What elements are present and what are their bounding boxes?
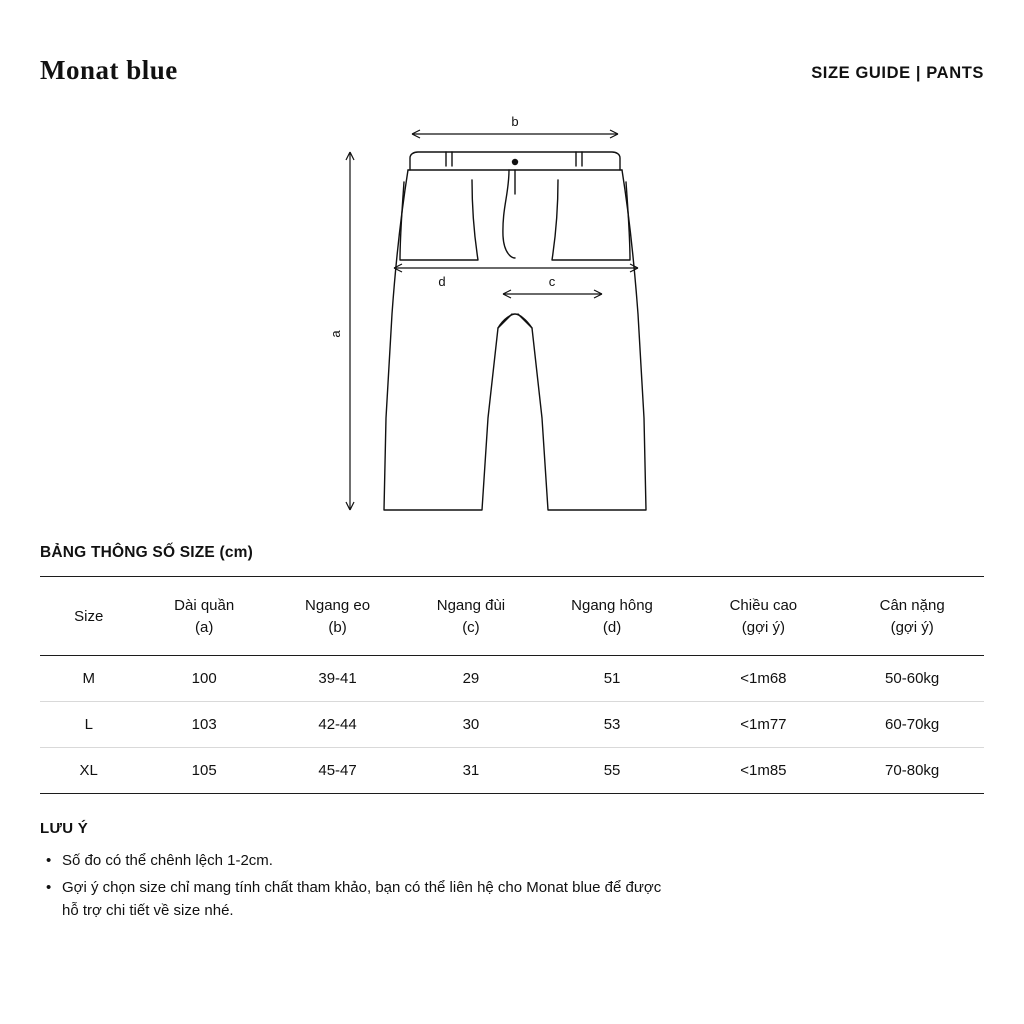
table-row [40,747,984,793]
table-bottom-rule [40,793,984,794]
table-row [40,655,984,701]
col-header-weight: Cân nặng (gợi ý) [879,597,945,636]
pants-illustration-svg [182,108,842,528]
col-header-size: Size [74,607,104,625]
cell-hip: 51 [538,655,687,701]
col-header-length: Dài quần (a) [174,597,235,636]
col-header-hip: Ngang hông (d) [571,597,653,636]
page-header [40,0,984,86]
list-item: • Gợi ý chọn size chỉ mang tính chất tham khảo, bạn có thể liên hệ cho Monat blue để được hỗ trợ chi tiết về size nhé. [40,876,680,923]
brand-logo: Monat blue [40,55,178,85]
diagram-label-b: b [511,114,519,129]
cell-thigh: 29 [404,655,537,701]
diagram-label-d: d [438,274,446,289]
cell-waist: 42-44 [271,701,404,747]
cell-size: XL [40,747,137,793]
cell-length: 100 [137,655,270,701]
cell-waist: 39-41 [271,655,404,701]
cell-hip: 53 [538,701,687,747]
cell-weight: 50-60kg [840,655,984,701]
cell-height: <1m85 [686,747,840,793]
notes-section [40,820,984,923]
col-header-thigh: Ngang đùi (c) [436,597,506,636]
diagram-label-a: a [328,330,343,338]
notes-list [40,849,984,923]
cell-hip: 55 [538,747,687,793]
cell-weight: 70-80kg [840,747,984,793]
diagram-label-c: c [548,274,556,289]
size-table-body [40,655,984,793]
cell-waist: 45-47 [271,747,404,793]
pants-measurement-diagram [40,108,984,528]
size-table-section [40,544,984,794]
cell-length: 103 [137,701,270,747]
cell-height: <1m77 [686,701,840,747]
size-table-title: BẢNG THÔNG SỐ SIZE (cm) [40,544,254,561]
cell-size: L [40,701,137,747]
table-header-row [40,577,984,655]
cell-height: <1m68 [686,655,840,701]
table-row [40,701,984,747]
cell-weight: 60-70kg [840,701,984,747]
size-table [40,577,984,793]
col-header-height: Chiều cao (gợi ý) [729,597,798,636]
cell-length: 105 [137,747,270,793]
notes-title: LƯU Ý [40,819,89,837]
cell-thigh: 31 [404,747,537,793]
size-table-head [40,577,984,655]
col-header-waist: Ngang eo (b) [305,597,371,636]
cell-thigh: 30 [404,701,537,747]
cell-size: M [40,655,137,701]
page-title: SIZE GUIDE | PANTS [811,64,984,82]
list-item: • Số đo có thể chênh lệch 1-2cm. [40,849,680,872]
